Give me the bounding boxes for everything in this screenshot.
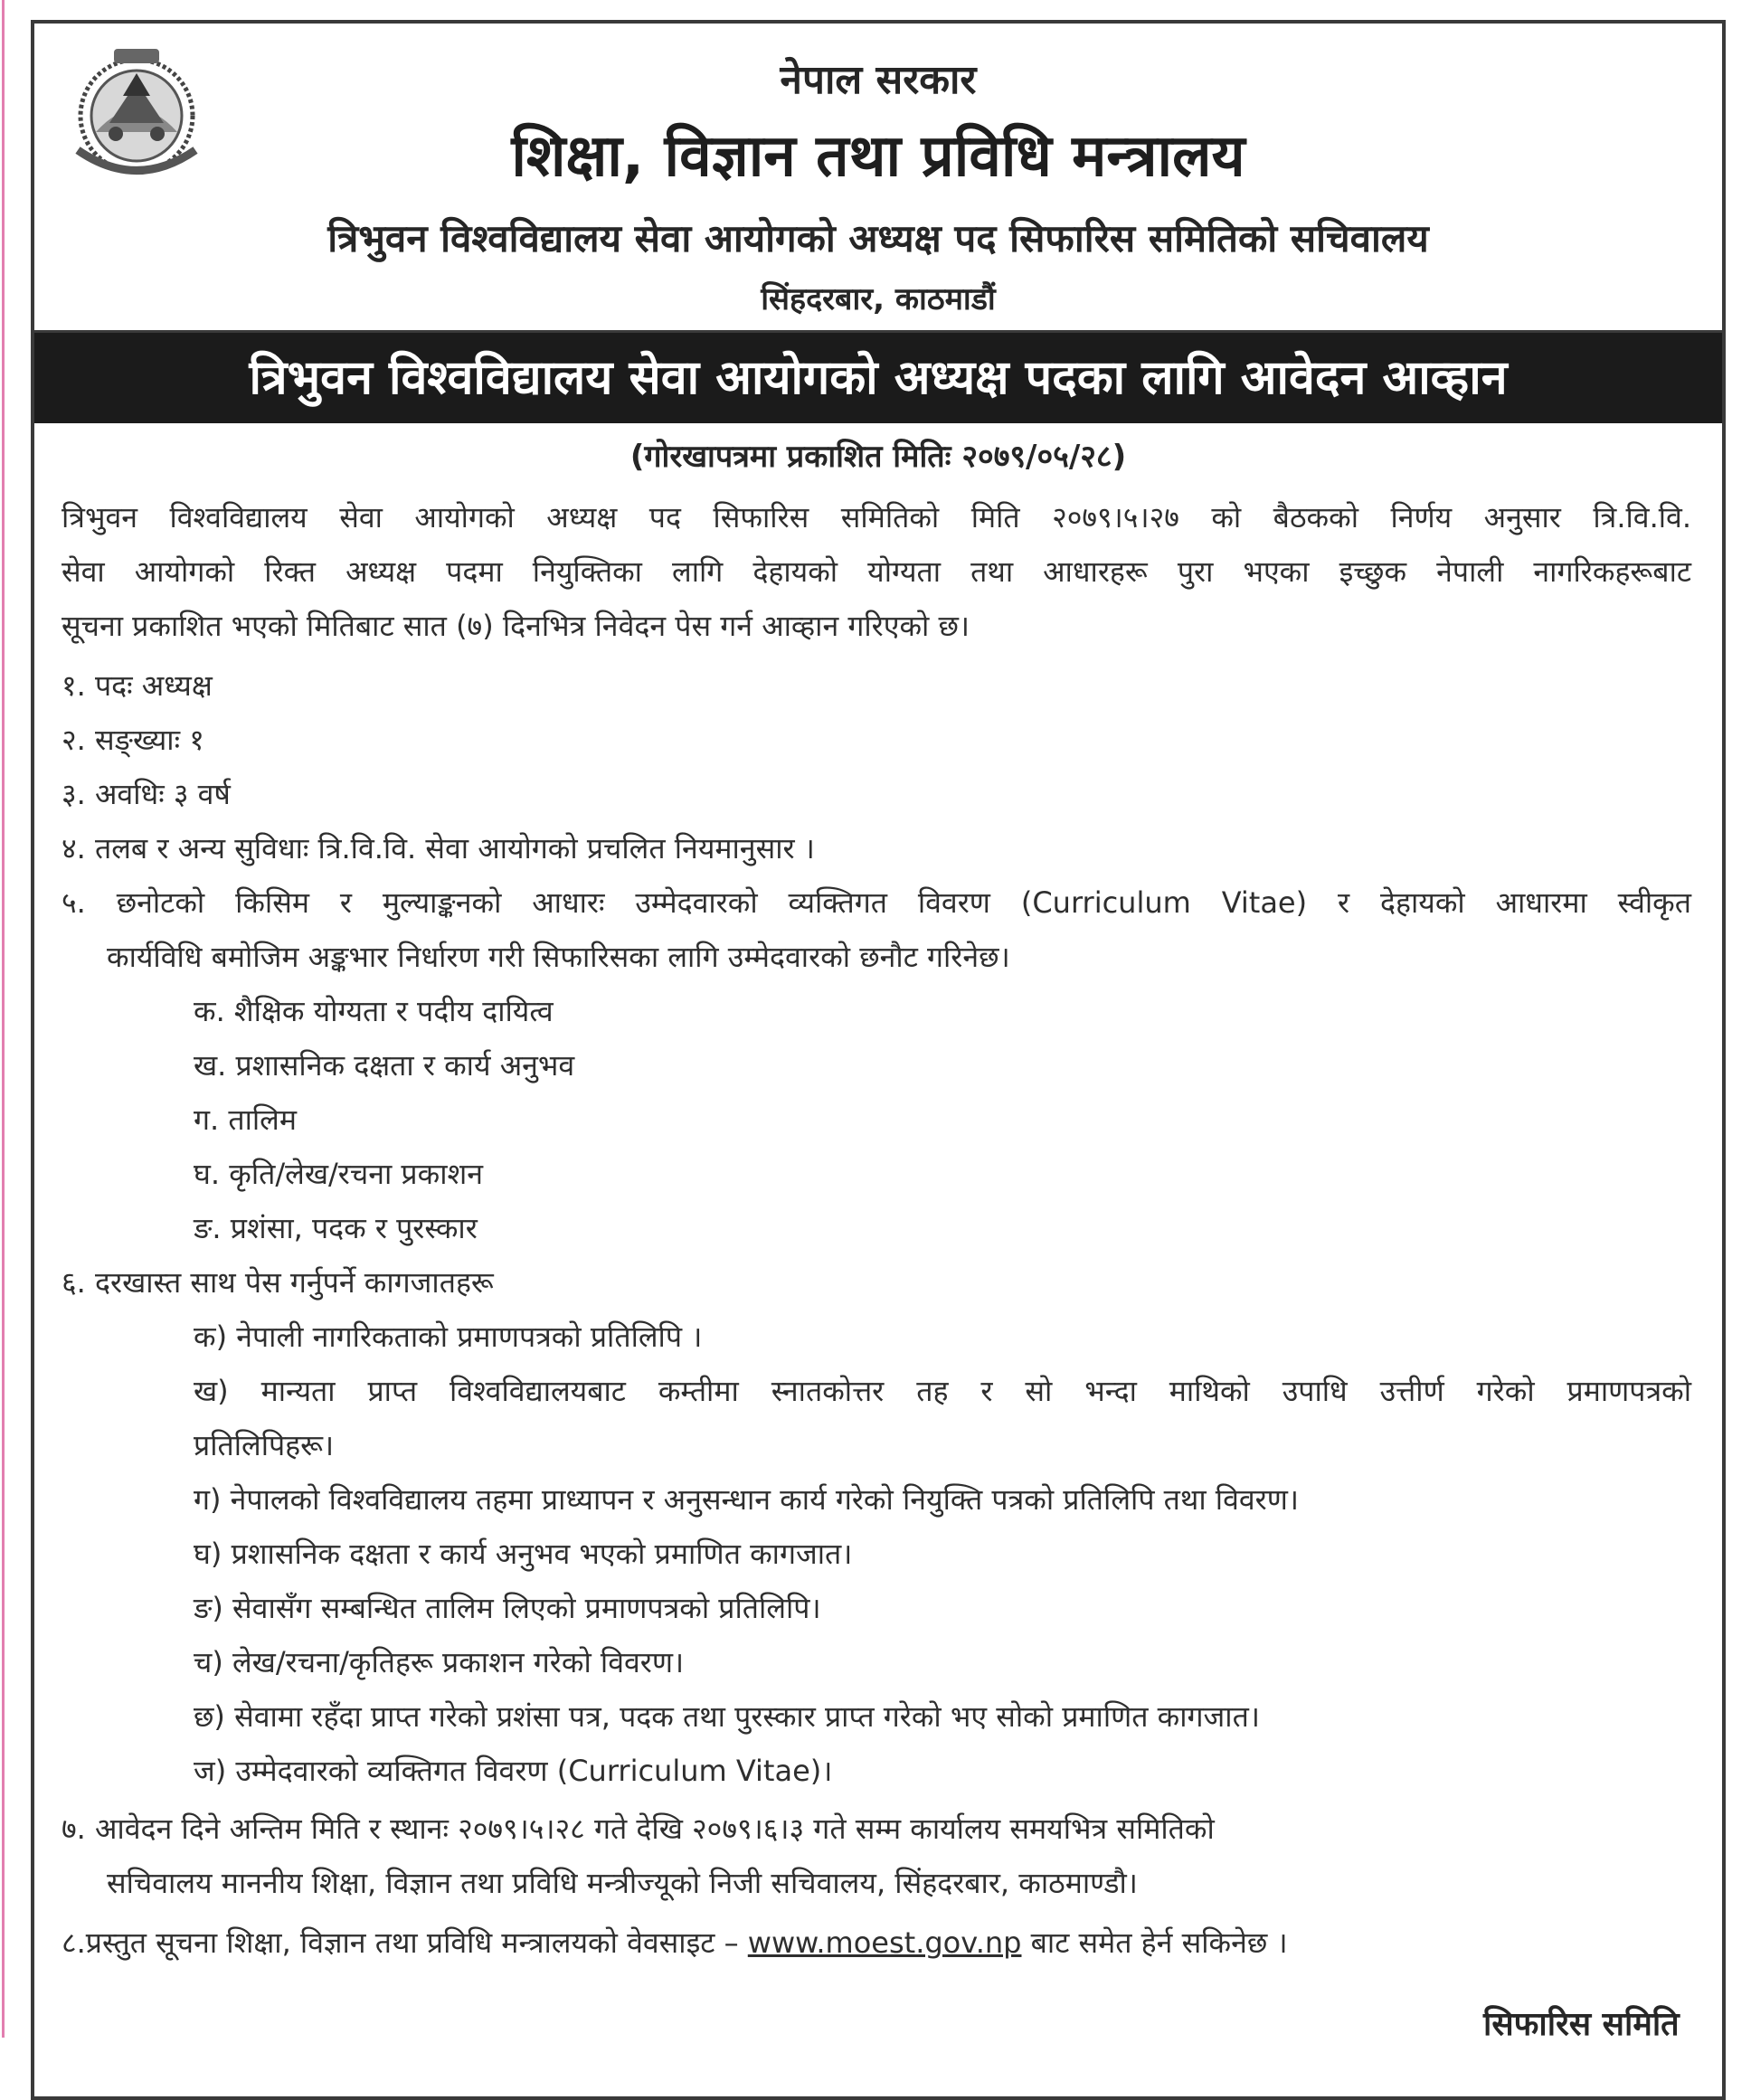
item-website xyxy=(62,1925,1288,1961)
document-requirement: ख) मान्यता प्राप्त विश्वविद्यालयबाट कम्तीमा स्नातकोत्तर तह र सो भन्दा माथिको उपाधि उत्तीर्ण गरेको प्रमाणपत्रको xyxy=(194,1374,1691,1408)
publication-date: (गोरखापत्रमा प्रकाशित मितिः २०७९/०५/२८) xyxy=(629,439,1127,475)
item-selection-line-1: ५. छनोटको किसिम र मुल्याङ्कनको आधारः उम्मेदवारको व्यक्तिगत विवरण (Curriculum Vitae) र देहायको आधारमा स्वीकृत xyxy=(62,885,1691,920)
selection-criterion: ग. तालिम xyxy=(194,1102,298,1137)
intro-line-1: त्रिभुवन विश्वविद्यालय सेवा आयोगको अध्यक्ष पद सिफारिस समितिको मिति २०७९।५।२७ को बैठकको निर्णय अनुसार त्रि.वि.वि. xyxy=(62,500,1691,534)
item-selection-line-2: कार्यविधि बमोजिम अङ्कभार निर्धारण गरी सिफारिसका लागि उम्मेदवारको छनौट गरिनेछ। xyxy=(107,940,1010,974)
item-count: २. सङ्ख्याः १ xyxy=(62,723,204,757)
document-requirement: छ) सेवामा रहँदा प्राप्त गरेको प्रशंसा पत्र, पदक तथा पुरस्कार प्राप्त गरेको भए सोको प्रमाणित कागजात। xyxy=(194,1699,1260,1734)
item-term: ३. अवधिः ३ वर्ष xyxy=(62,777,231,811)
document-requirement: क) नेपाली नागरिकताको प्रमाणपत्रको प्रतिलिपि । xyxy=(194,1320,703,1354)
item-deadline-line-2: सचिवालय माननीय शिक्षा, विज्ञान तथा प्रविधि मन्त्रीज्यूको निजी सचिवालय, सिंहदरबार, काठमाण्डौ। xyxy=(107,1866,1138,1900)
document-requirement: ग) नेपालको विश्वविद्यालय तहमा प्राध्यापन र अनुसन्धान कार्य गरेको नियुक्ति पत्रको प्रतिलिपि तथा विवरण। xyxy=(194,1482,1300,1517)
page-edge-rule xyxy=(2,0,5,2038)
intro-line-3: सूचना प्रकाशित भएको मितिबाट सात (७) दिनभित्र निवेदन पेस गर्न आव्हान गरिएको छ। xyxy=(62,609,970,643)
nepal-government-emblem-icon xyxy=(60,33,213,186)
item-deadline-line-1: ७. आवेदन दिने अन्तिम मिति र स्थानः २०७९।५।२८ गते देखि २०७९।६।३ गते सम्म कार्यालय समयभित्र समितिको xyxy=(62,1811,1215,1846)
office-address: सिंहदरबार, काठमाडौं xyxy=(761,281,996,317)
intro-line-2: सेवा आयोगको रिक्त अध्यक्ष पदमा नियुक्तिका लागि देहायको योग्यता तथा आधारहरू पुरा भएका इच्छुक नेपाली नागरिकहरूबाट xyxy=(62,554,1691,589)
selection-criterion: ङ. प्रशंसा, पदक र पुरस्कार xyxy=(194,1211,478,1245)
document-requirement: च) लेख/रचना/कृतिहरू प्रकाशन गरेको विवरण। xyxy=(194,1645,685,1679)
item-post: १. पदः अध्यक्ष xyxy=(62,668,213,703)
notice-title-banner: त्रिभुवन विश्वविद्यालय सेवा आयोगको अध्यक्ष पदका लागि आवेदन आव्हान xyxy=(34,333,1722,423)
document-requirement: घ) प्रशासनिक दक्षता र कार्य अनुभव भएको प्रमाणित कागजात। xyxy=(194,1537,853,1571)
document-requirement: ज) उम्मेदवारको व्यक्तिगत विवरण (Curriculum Vitae)। xyxy=(194,1754,833,1788)
document-requirement: ङ) सेवासँग सम्बन्धित तालिम लिएको प्रमाणपत्रको प्रतिलिपि। xyxy=(194,1591,821,1625)
selection-criterion: क. शैक्षिक योग्यता र पदीय दायित्व xyxy=(194,994,554,1028)
ministry-website-link[interactable]: www.moest.gov.np xyxy=(747,1925,1022,1960)
signatory: सिफारिस समिति xyxy=(1483,2006,1680,2043)
selection-criterion: ख. प्रशासनिक दक्षता र कार्य अनुभव xyxy=(194,1048,575,1083)
secretariat-name: त्रिभुवन विश्वविद्यालय सेवा आयोगको अध्यक्ष पद सिफारिस समितिको सचिवालय xyxy=(327,216,1429,260)
document-requirement-cont: प्रतिलिपिहरू। xyxy=(194,1428,335,1462)
government-name: नेपाल सरकार xyxy=(780,57,977,103)
notice-header xyxy=(34,24,1722,333)
ministry-name: शिक्षा, विज्ञान तथा प्रविधि मन्त्रालय xyxy=(511,123,1245,190)
selection-criterion: घ. कृति/लेख/रचना प्रकाशन xyxy=(194,1157,484,1191)
website-suffix: बाट समेत हेर्न सकिनेछ । xyxy=(1021,1925,1288,1960)
item-salary: ४. तलब र अन्य सुविधाः त्रि.वि.वि. सेवा आयोगको प्रचलित नियमानुसार । xyxy=(62,831,815,866)
website-prefix: ८.प्रस्तुत सूचना शिक्षा, विज्ञान तथा प्रविधि मन्त्रालयको वेवसाइट – xyxy=(62,1925,748,1960)
item-documents: ६. दरखास्त साथ पेस गर्नुपर्ने कागजातहरू xyxy=(62,1265,494,1300)
